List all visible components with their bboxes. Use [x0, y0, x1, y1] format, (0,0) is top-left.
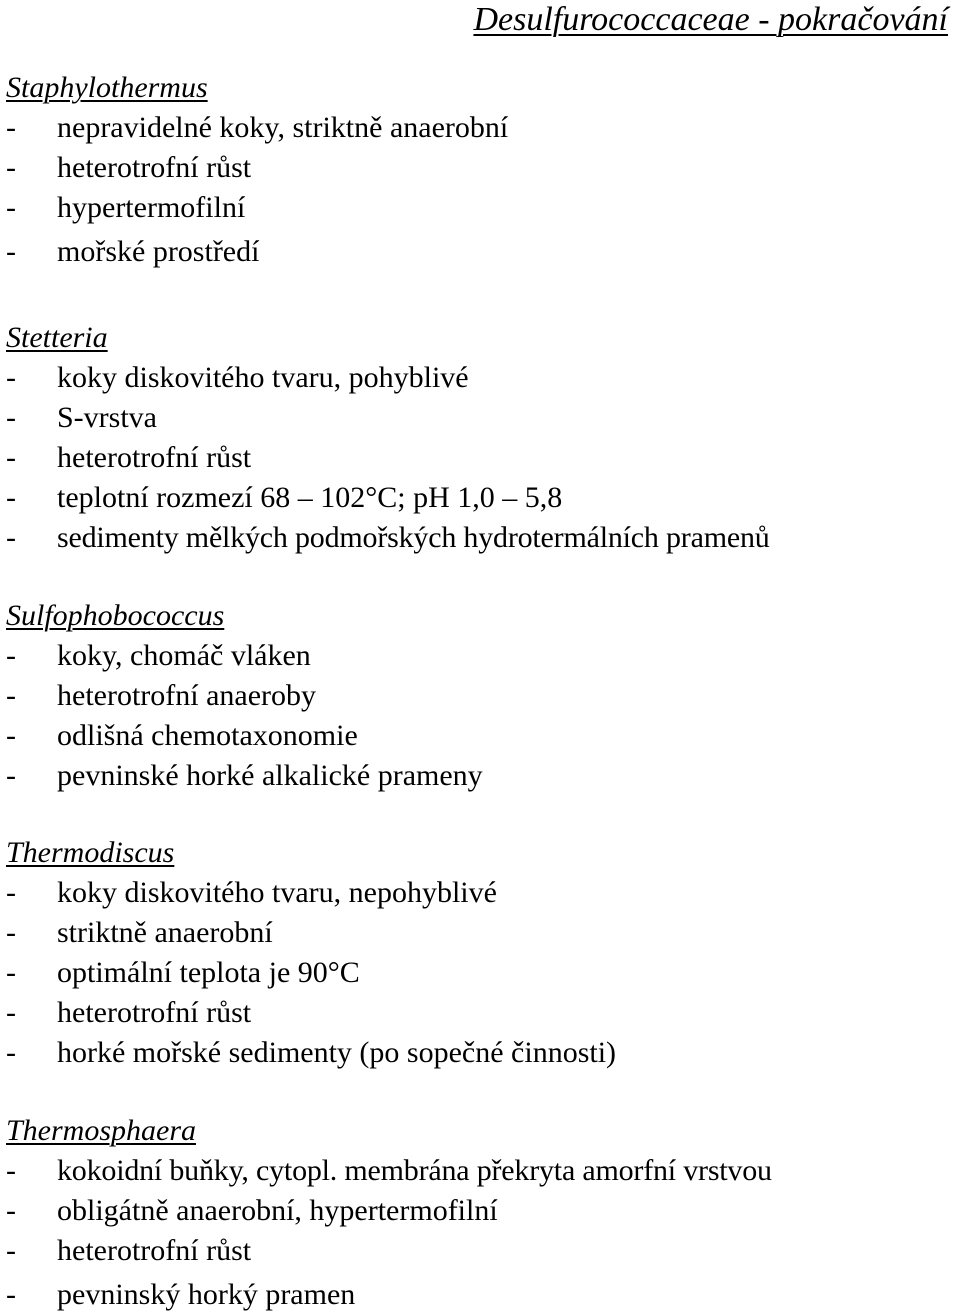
bullet-dash: -: [6, 1036, 16, 1069]
list-item-text: kokoidní buňky, cytopl. membrána překryta amorfní vrstvou: [57, 1154, 772, 1187]
list-item-text: S-vrstva: [57, 401, 157, 434]
section-title: Thermosphaera: [6, 1114, 197, 1147]
list-item-text: heterotrofní anaeroby: [57, 679, 317, 712]
list-item: [6, 993, 960, 1033]
list-item-text: pevninské horké alkalické prameny: [57, 759, 483, 792]
section-sulfophobococcus: [6, 596, 960, 796]
list-item: [6, 188, 960, 228]
bullet-dash: -: [6, 191, 16, 224]
list-item: [6, 676, 960, 716]
list-item-text: heterotrofní růst: [57, 996, 252, 1029]
list-item-text: mořské prostředí: [57, 235, 260, 268]
list-item: [6, 1033, 960, 1073]
list-item: [6, 1231, 960, 1271]
list-item: [6, 1275, 960, 1315]
section-title: Staphylothermus: [6, 71, 208, 104]
bullet-dash: -: [6, 916, 16, 949]
section-thermodiscus: [6, 833, 960, 1073]
section-title: Thermodiscus: [6, 836, 175, 869]
list-item-text: heterotrofní růst: [57, 1234, 252, 1267]
bullet-dash: -: [6, 481, 16, 514]
list-item: [6, 148, 960, 188]
list-item-text: heterotrofní růst: [57, 151, 252, 184]
list-item: [6, 518, 960, 558]
bullet-dash: -: [6, 1194, 16, 1227]
list-item: [6, 438, 960, 478]
bullet-dash: -: [6, 956, 16, 989]
list-item-text: sedimenty mělkých podmořských hydrotermálních pramenů: [57, 521, 770, 554]
list-item: [6, 953, 960, 993]
bullet-dash: -: [6, 151, 16, 184]
list-item: [6, 716, 960, 756]
list-item: [6, 873, 960, 913]
list-item-text: heterotrofní růst: [57, 441, 252, 474]
page-title: Desulfurococcaceae - pokračování: [473, 1, 948, 38]
bullet-dash: -: [6, 1154, 16, 1187]
bullet-dash: -: [6, 876, 16, 909]
list-item: [6, 1151, 960, 1191]
bullet-dash: -: [6, 235, 16, 268]
list-item-text: koky, chomáč vláken: [57, 639, 311, 672]
bullet-dash: -: [6, 401, 16, 434]
section-title: Stetteria: [6, 321, 108, 354]
bullet-dash: -: [6, 719, 16, 752]
list-item-text: teplotní rozmezí 68 – 102°C; pH 1,0 – 5,8: [57, 481, 563, 514]
bullet-dash: -: [6, 639, 16, 672]
list-item-text: horké mořské sedimenty (po sopečné činnosti): [57, 1036, 617, 1069]
list-item: [6, 756, 960, 796]
list-item-text: pevninský horký pramen: [57, 1278, 356, 1311]
bullet-dash: -: [6, 759, 16, 792]
list-item: [6, 636, 960, 676]
list-item: [6, 1191, 960, 1231]
list-item-text: koky diskovitého tvaru, pohyblivé: [57, 361, 469, 394]
list-item-text: hypertermofilní: [57, 191, 246, 224]
section-thermosphaera: [6, 1111, 960, 1315]
bullet-dash: -: [6, 111, 16, 144]
list-item: [6, 358, 960, 398]
bullet-dash: -: [6, 996, 16, 1029]
section-title: Sulfophobococcus: [6, 599, 225, 632]
list-item: [6, 232, 960, 272]
bullet-dash: -: [6, 679, 16, 712]
list-item-text: koky diskovitého tvaru, nepohyblivé: [57, 876, 497, 909]
section-stetteria: [6, 318, 960, 558]
list-item-text: nepravidelné koky, striktně anaerobní: [57, 111, 509, 144]
list-item: [6, 913, 960, 953]
list-item-text: obligátně anaerobní, hypertermofilní: [57, 1194, 498, 1227]
list-item-text: odlišná chemotaxonomie: [57, 719, 358, 752]
list-item: [6, 108, 960, 148]
list-item: [6, 398, 960, 438]
list-item: [6, 478, 960, 518]
bullet-dash: -: [6, 441, 16, 474]
bullet-dash: -: [6, 1278, 16, 1311]
bullet-dash: -: [6, 1234, 16, 1267]
bullet-dash: -: [6, 521, 16, 554]
list-item-text: striktně anaerobní: [57, 916, 273, 949]
bullet-dash: -: [6, 361, 16, 394]
section-staphylothermus: [6, 68, 960, 272]
list-item-text: optimální teplota je 90°C: [57, 956, 360, 989]
